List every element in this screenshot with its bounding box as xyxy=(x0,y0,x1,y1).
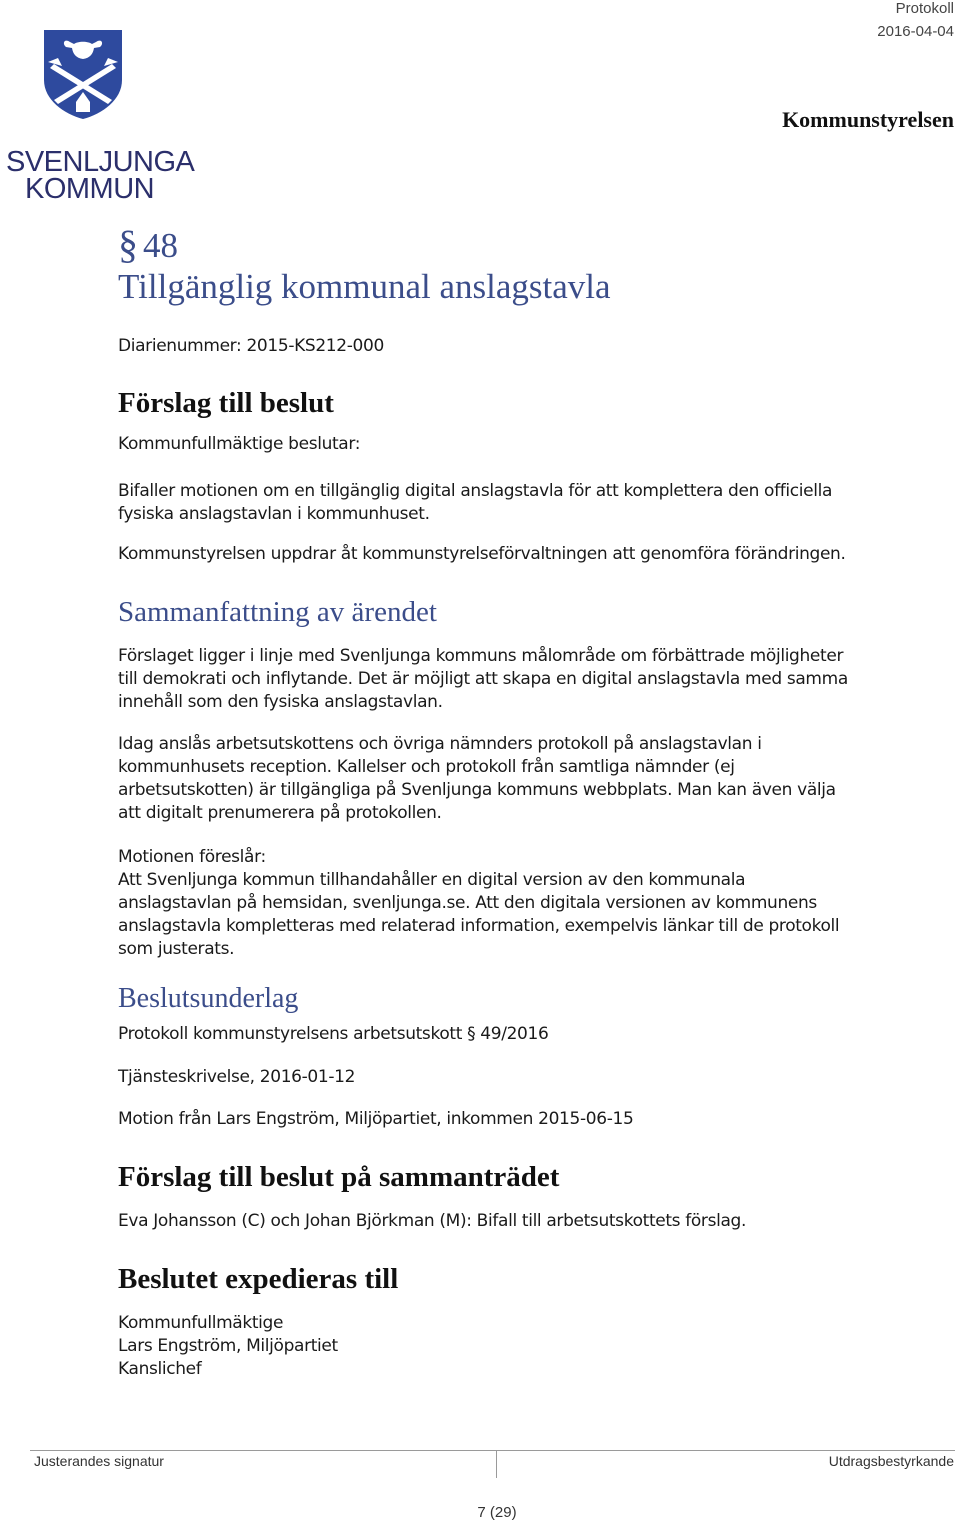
assignment-text: Kommunstyrelsen uppdrar åt kommunstyrelseförvaltningen att genomföra förändringen. xyxy=(118,544,846,564)
summary-p3-line2: Att Svenljunga kommun tillhandahåller en digital version av den kommunala xyxy=(118,870,746,890)
basis-item-3: Motion från Lars Engström, Miljöpartiet, inkommen 2015-06-15 xyxy=(118,1109,634,1129)
section-title: Tillgänglig kommunal anslagstavla xyxy=(118,267,611,306)
footer-divider xyxy=(30,1450,955,1451)
summary-heading: Sammanfattning av ärendet xyxy=(118,596,437,628)
diary-number: Diarienummer: 2015-KS212-000 xyxy=(118,336,384,356)
dispatch-recipient: Lars Engström, Miljöpartiet xyxy=(118,1336,338,1356)
dispatch-recipient: Kanslichef xyxy=(118,1359,202,1379)
document-type: Protokoll xyxy=(895,0,954,17)
decision-line-2: fysiska anslagstavlan i kommunhuset. xyxy=(118,504,430,524)
summary-p2-line4: att digitalt prenumerera på protokollen. xyxy=(118,803,442,823)
dispatch-heading: Beslutet expedieras till xyxy=(118,1263,399,1295)
document-date: 2016-04-04 xyxy=(877,23,954,40)
footer-signature-label: Justerandes signatur xyxy=(34,1453,164,1469)
coat-of-arms-icon xyxy=(40,28,200,120)
summary-p2-line3: arbetsutskotten) är tillgängliga på Svenljunga kommuns webbplats. Man kan även välja xyxy=(118,780,836,800)
dispatch-recipient: Kommunfullmäktige xyxy=(118,1313,284,1333)
logo-text-line2: KOMMUN xyxy=(25,173,155,205)
proposal-intro: Kommunfullmäktige beslutar: xyxy=(118,434,361,454)
meeting-proposal-heading: Förslag till beslut på sammanträdet xyxy=(118,1161,560,1193)
summary-p1-line2: till demokrati och inflytande. Det är möjligt att skapa en digital anslagstavla med samma xyxy=(118,669,848,689)
basis-heading: Beslutsunderlag xyxy=(118,983,299,1014)
summary-p2-line2: kommunhusets reception. Kallelser och protokoll från samtliga nämnder (ej xyxy=(118,757,735,777)
basis-item-2: Tjänsteskrivelse, 2016-01-12 xyxy=(118,1067,356,1087)
summary-p3-line5: som justerats. xyxy=(118,939,235,959)
meeting-proposal-text: Eva Johansson (C) och Johan Björkman (M): Bifall till arbetsutskottets förslag. xyxy=(118,1211,747,1231)
summary-p2-line1: Idag anslås arbetsutskottens och övriga nämnders protokoll på anslagstavlan i xyxy=(118,734,762,754)
summary-p1-line1: Förslaget ligger i linje med Svenljunga kommuns målområde om förbättrade möjligheter xyxy=(118,646,844,666)
section-number: 48 xyxy=(143,226,178,265)
summary-p1-line3: innehåll som den fysiska anslagstavlan. xyxy=(118,692,443,712)
proposal-heading: Förslag till beslut xyxy=(118,387,334,419)
decision-line-1: Bifaller motionen om en tillgänglig digital anslagstavla för att komplettera den officiella xyxy=(118,481,833,501)
paragraph-symbol: § xyxy=(118,222,138,267)
basis-item-1: Protokoll kommunstyrelsens arbetsutskott § 49/2016 xyxy=(118,1024,549,1044)
municipality-logo xyxy=(4,28,195,205)
board-name: Kommunstyrelsen xyxy=(782,107,954,132)
summary-p3-line1: Motionen föreslår: xyxy=(118,847,266,867)
footer-certification-label: Utdragsbestyrkande xyxy=(828,1453,954,1469)
logo-text-line1: SVENLJUNGA xyxy=(6,146,195,178)
summary-p3-line3: anslagstavlan på hemsidan, svenljunga.se. Att den digitala versionen av kommunens xyxy=(118,893,817,913)
page-number: 7 (29) xyxy=(477,1504,517,1521)
footer-column-divider xyxy=(496,1450,497,1478)
summary-p3-line4: anslagstavla kompletteras med relaterad information, exempelvis länkar till de protokoll xyxy=(118,916,840,936)
